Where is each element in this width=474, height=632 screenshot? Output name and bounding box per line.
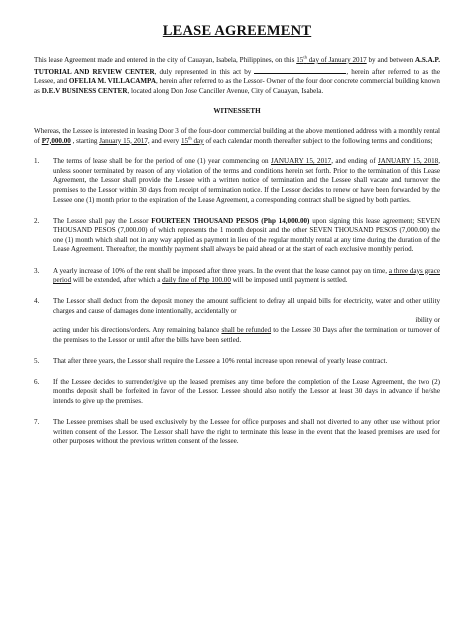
terms-list [34,157,440,447]
term-item-2 [34,217,440,255]
intro-text: , herein after referred to as the Lessor- Owner of the four door concrete commercial building known as [34,77,440,95]
whereas-text: , starting [70,136,100,145]
term-item-5 [34,357,440,367]
document-title: LEASE AGREEMENT [162,23,312,39]
term-text: If the Lessee decides to surrender/give up the leased premises any time before the completion of the Lease Agreement, the two (2) months deposit shall be forfeited in favor of the Lessor. Lessee should also notify the Lessor at least 30 days in advance if he/she intends to give up the premises. [53,377,440,405]
term-text: , and ending of [331,157,378,166]
whereas-text: and every [149,136,181,145]
term-text-fragment: ibility or [415,316,440,325]
intro-text: , duly represented in this act by [154,67,255,76]
due-day-word: day [191,136,204,145]
term-number: 3. [34,266,40,275]
term-text: That after three years, the Lessor shall require the Lessee a 10% rental increase upon renewal of yearly lease contract. [53,356,388,365]
witnesseth-heading: WITNESSETH [213,107,261,116]
term-item-7 [34,418,440,447]
due-day-suffix: th [188,135,192,141]
term-text: A yearly increase of 10% of the rent shall be imposed after three years. In the event that the lease cannot pay on time, [53,266,389,275]
term-item-1 [34,157,440,205]
term-text: The Lessee shall pay the Lessor [53,216,152,225]
lessor-owner-name: OFELIA M. VILLACAMPA [68,77,156,86]
lease-end-date: JANUARY 15, 2018 [377,157,439,166]
daily-fine: daily fine of Php 100.00 [162,276,231,285]
intro-text: , located along Don Jose Canciller Avenue, City of Cauayan, Isabela. [127,86,324,95]
term-text: will be imposed until payment is settled. [230,276,348,285]
term-number: 6. [34,377,40,386]
term-number: 5. [34,356,40,365]
intro-text: This lease Agreement made and entered in the city of Cauayan, Isabela, Philippines, on this [34,56,297,64]
start-date: January 15, 2017, [99,136,150,145]
lease-start-date: JANUARY 15, 2017 [270,157,332,166]
term-text: The Lessee premises shall be used exclusively by the Lessee for office purposes and shall not diverted to any other use without prior written consent of the Lessor. The Lessor shall have the right to terminate this lease in the event that the leased premises are used for other purposes without the previous written consent of the lessee. [53,418,440,446]
term-number: 2. [34,216,40,225]
whereas-paragraph [34,127,440,146]
term-number: 7. [34,418,40,427]
lessee-company-name: A.S.A.P. TUTORIAL AND REVIEW CENTER [34,56,440,76]
term-text: will be extended, after which a [71,276,163,285]
building-name: D.E.V BUSINESS CENTER [41,86,128,95]
initial-payment-amount: FOURTEEN THOUSAND PESOS (Php 14,000.00) [151,216,310,225]
whereas-text: of each calendar month thereafter subject to the following terms and conditions; [203,136,433,145]
intro-text: by and between [366,56,416,64]
term-item-6 [34,378,440,407]
term-text: upon signing this lease agreement; SEVEN THOUSAND PESOS (7,000.00) of which represents the 1 month deposit and the other SEVEN THOUSAND PESOS (7,000.00) the one (1) month which shall not in any way applied as payment in lieu of the regular monthly rental at any time during the duration of the Lease Agreement. Thereafter, the monthly payment shall always be paid ahead or at the start of each exclusive monthly period. [53,216,440,254]
monthly-rental-amount: P7,000.00 [41,136,71,145]
term-text: , unless sooner terminated by reason of any violation of the terms and conditions herein set forth. Prior to the termination of this Lease Agreement, the Lessor shall provide the Lessee with a written notice of termination and the Lessee shall vacate and turnover the premises to the Lessor within 30 days from receipt of termination notice. If the Lessor decides to renew or have been forwarded by the Lessee one (1) month prior to the expiration of the Lease Agreement, a corresponding contract shall be signed by both parties. [53,157,441,204]
monthly-due-day [181,137,204,145]
term-text: The terms of lease shall be for the period of one (1) year commencing on [53,157,271,166]
intro-text: , herein after referred to as the Lessee, and [34,67,440,86]
term-text: to the Lessee 30 Days after the termination or turnover of the premises to the Lessor or until after the bills have been settled. [53,325,440,344]
term-item-4 [34,297,440,345]
due-day-number: 15 [181,136,189,145]
intro-month-year: day of January 2017 [306,56,367,64]
term-text: The Lessor shall deduct from the deposit money the amount sufficient to defray all unpaid bills for electricity, water and other utility charges and cause of damages done intentionally, accidentally or [53,297,440,315]
refund-clause: shall be refunded [221,325,272,334]
term-text: acting under his directions/orders. Any remaining balance [53,325,222,334]
grace-period: a three days grace period [53,266,440,285]
whereas-text: Whereas, the Lessee is interested in leasing Door 3 of the four-door commercial building at the above mentioned address with a monthly rental of [34,126,440,145]
representative-blank-line [254,66,346,74]
intro-paragraph [34,56,440,96]
term-number: 4. [34,297,40,306]
term-number: 1. [34,157,40,166]
intro-day-suffix: th [303,54,307,60]
term-item-3 [34,267,440,286]
intro-day: 15 [296,56,304,64]
intro-date [296,56,366,64]
